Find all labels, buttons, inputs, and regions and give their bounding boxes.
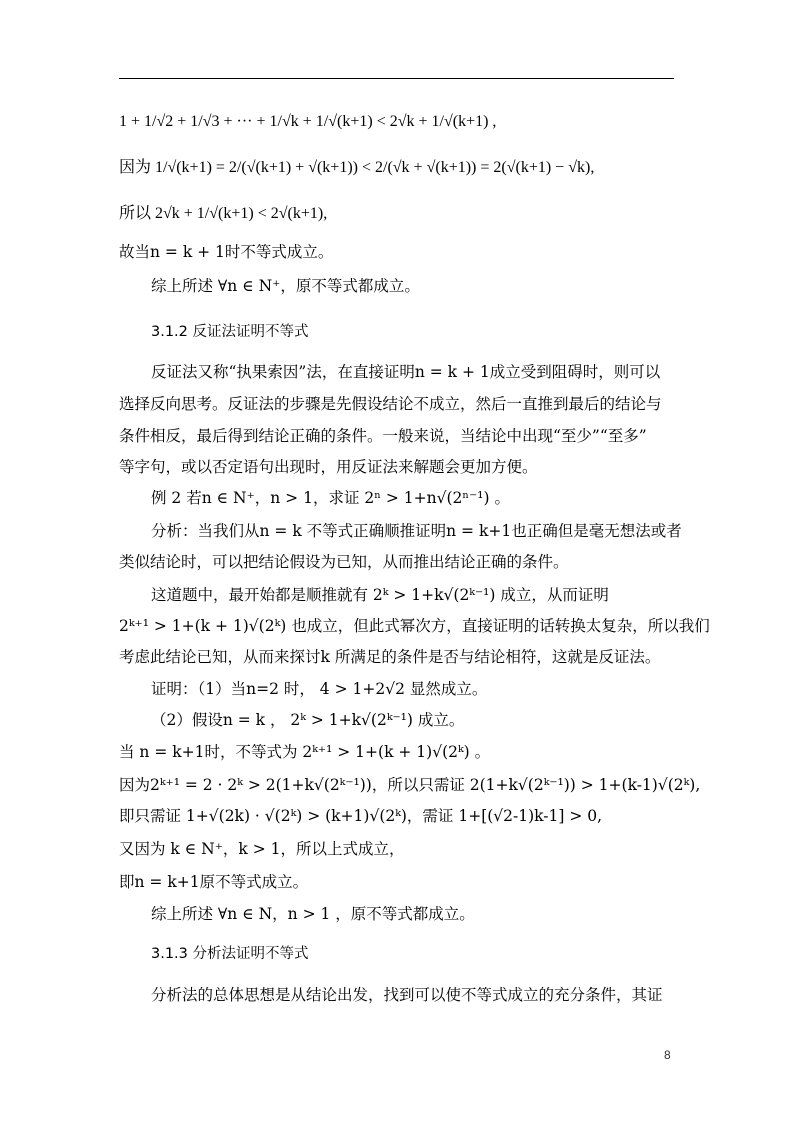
proof-line: 即只需证 1+√(2k) · √(2ᵏ) > (k+1)√(2ᵏ)，需证 1+[(√2-1)k-1] > 0, <box>119 807 603 825</box>
paragraph-line: 2ᵏ⁺¹ > 1+(k + 1)√(2ᵏ) 也成立，但此式幂次方，直接证明的话转换太复杂，所以我们 <box>119 617 710 635</box>
paragraph-line: 反证法又称“执果索因”法，在直接证明n = k + 1成立受到阻碍时，则可以 <box>151 363 661 381</box>
paragraph-line: 考虑此结论已知，从而来探讨k 所满足的条件是否与结论相符，这就是反证法。 <box>119 648 661 666</box>
paragraph-line: 条件相反，最后得到结论正确的条件。一般来说，当结论中出现“至少”“至多” <box>119 427 647 445</box>
paragraph-line: 分析法的总体思想是从结论出发，找到可以使不等式成立的充分条件，其证 <box>151 986 663 1004</box>
analysis-line: 类似结论时，可以把结论假设为已知，从而推出结论正确的条件。 <box>119 553 569 571</box>
proof-line: 又因为 k ∈ N⁺，k > 1，所以上式成立， <box>119 840 405 858</box>
math-line-4: 故当n = k + 1时不等式成立。 <box>119 243 334 261</box>
section-heading-3-1-3: 3.1.3 分析法证明不等式 <box>151 946 309 962</box>
analysis-line: 分析：当我们从n = k 不等式正确顺推证明n = k+1也正确但是毫无想法或者 <box>151 522 682 540</box>
math-line-5: 综上所述 ∀n ∈ N⁺，原不等式都成立。 <box>151 277 420 295</box>
example-2: 例 2 若n ∈ N⁺，n > 1，求证 2ⁿ > 1+n√(2ⁿ⁻¹) 。 <box>151 489 510 507</box>
paragraph-line: 等字句，或以否定语句出现时，用反证法来解题会更加方便。 <box>119 458 538 476</box>
math-line-2: 因为 1/√(k+1) = 2/(√(k+1) + √(k+1)) < 2/(√k + √(k+1)) = 2(√(k+1) − √k), <box>119 159 595 176</box>
proof-line: 即n = k+1原不等式成立。 <box>119 873 309 891</box>
math-line-1: 1 + 1/√2 + 1/√3 + ··· + 1/√k + 1/√(k+1) < 2√k + 1/√(k+1) , <box>119 113 497 130</box>
math-line-3: 所以 2√k + 1/√(k+1) < 2√(k+1), <box>119 205 328 222</box>
proof-line: （2）假设n = k ， 2ᵏ > 1+k√(2ᵏ⁻¹) 成立。 <box>151 711 465 729</box>
proof-line: 因为2ᵏ⁺¹ = 2 · 2ᵏ > 2(1+k√(2ᵏ⁻¹))，所以只需证 2(1+k√(2ᵏ⁻¹)) > 1+(k-1)√(2ᵏ), <box>119 776 701 794</box>
paragraph-line: 选择反向思考。反证法的步骤是先假设结论不成立，然后一直推到最后的结论与 <box>119 395 662 413</box>
proof-line: 当 n = k+1时，不等式为 2ᵏ⁺¹ > 1+(k + 1)√(2ᵏ) 。 <box>119 743 491 761</box>
paragraph-line: 这道题中，最开始都是顺推就有 2ᵏ > 1+k√(2ᵏ⁻¹) 成立，从而证明 <box>151 586 609 604</box>
proof-line: 证明：（1）当n=2 时， 4 > 1+2√2 显然成立。 <box>151 680 488 698</box>
header-rule <box>119 78 674 79</box>
section-heading-3-1-2: 3.1.2 反证法证明不等式 <box>151 324 309 340</box>
conclusion-line: 综上所述 ∀n ∈ N，n > 1 ，原不等式都成立。 <box>151 905 475 923</box>
page-number: 8 <box>664 1048 671 1062</box>
